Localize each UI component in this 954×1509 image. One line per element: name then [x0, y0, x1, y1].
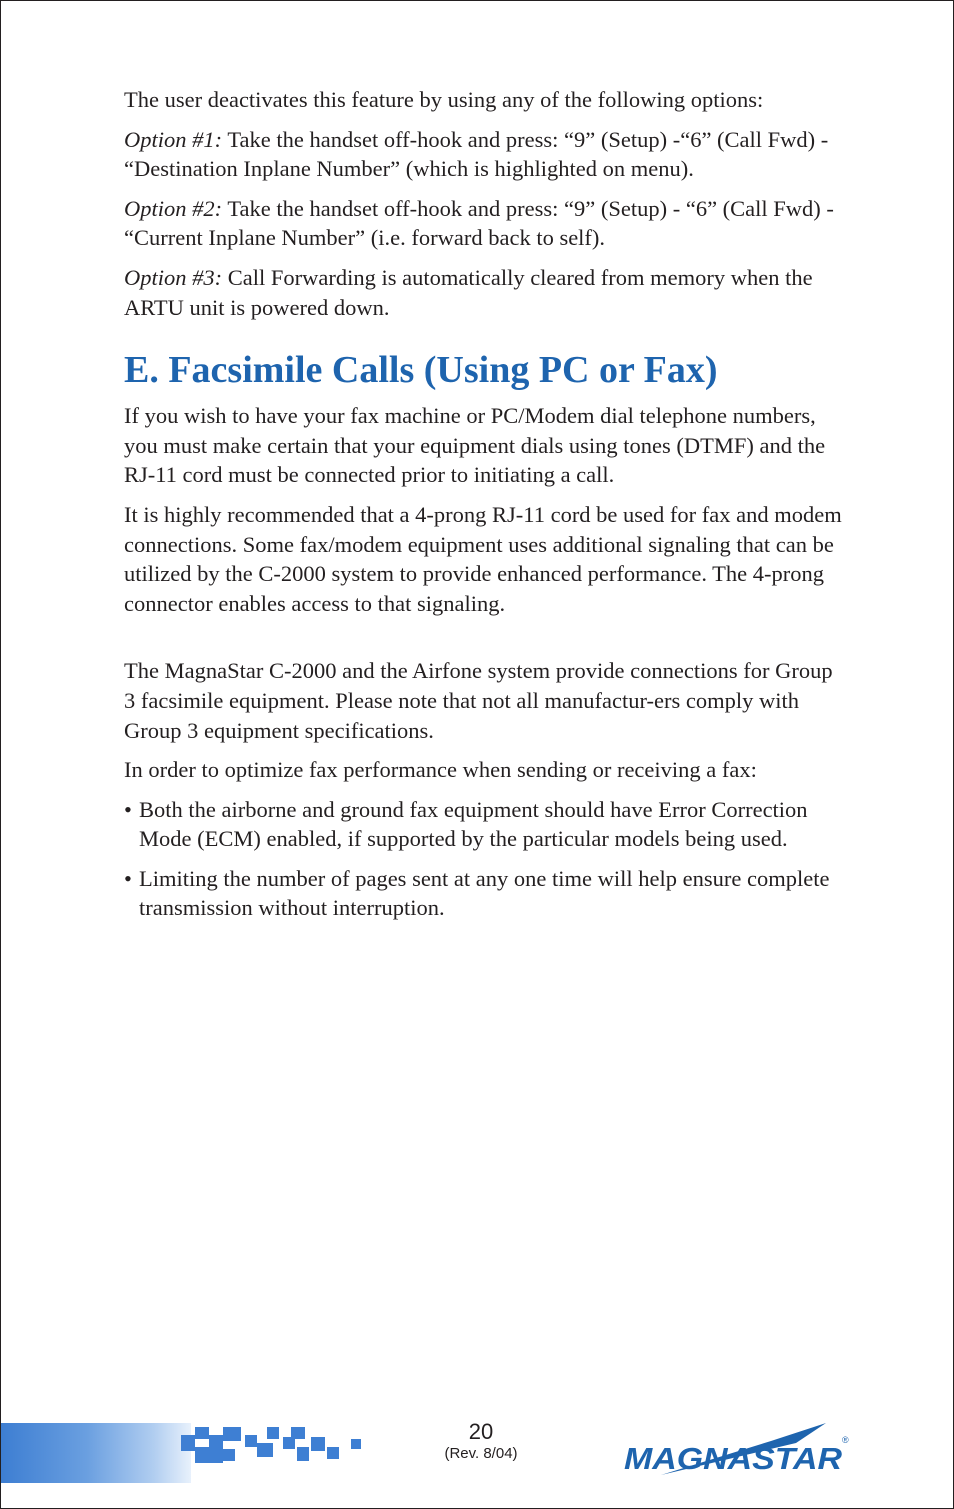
option-1 [124, 125, 844, 184]
logo-text: MAGNASTAR [624, 1441, 843, 1476]
option-text: Take the handset off-hook and press: “9” (Setup) -“6” (Call Fwd) - “Destination Inplane Number” (which is highlighted on menu). [124, 126, 829, 182]
page-content [124, 85, 844, 923]
option-label: Option #2: [124, 195, 223, 221]
bullet-item [124, 795, 844, 854]
option-text: Call Forwarding is automatically cleared from memory when the ARTU unit is powered down. [124, 264, 813, 320]
intro-paragraph: The user deactivates this feature by using any of the following options: [124, 87, 764, 112]
bullet-text: Limiting the number of pages sent at any one time will help ensure complete transmission without interruption. [139, 865, 830, 921]
bullet-dot: • [124, 796, 132, 822]
option-label: Option #1: [124, 126, 223, 152]
bullet-text: Both the airborne and ground fax equipment should have Error Correction Mode (ECM) enabled, if supported by the particular models being used. [139, 796, 808, 852]
paragraph-rj11-cord: It is highly recommended that a 4-prong RJ-11 cord be used for fax and modem connections. Some fax/modem equipment uses additional signaling that can be utilized by the C-2000 system to provide enhanced performance. The 4-prong connector enables access to that signaling. [124, 501, 842, 616]
magnastar-logo [621, 1421, 851, 1481]
bullet-item [124, 864, 844, 923]
paragraph-dial-tones: If you wish to have your fax machine or PC/Modem dial telephone numbers, you must make certain that your equipment dials using tones (DTMF) and the RJ-11 cord must be connected prior to initiating a call. [124, 403, 826, 488]
decorative-gradient-strip [1, 1423, 191, 1483]
option-3 [124, 263, 844, 322]
option-label: Option #3: [124, 264, 223, 290]
bullet-dot: • [124, 865, 132, 891]
option-text: Take the handset off-hook and press: “9” (Setup) - “6” (Call Fwd) - “Current Inplane Number” (i.e. forward back to self). [124, 195, 834, 251]
section-heading: E. Facsimile Calls (Using PC or Fax) [124, 349, 718, 392]
page-footer [1, 1403, 953, 1508]
option-2 [124, 194, 844, 253]
paragraph-optimize: In order to optimize fax performance when sending or receiving a fax: [124, 757, 757, 783]
registered-mark: ® [842, 1435, 849, 1445]
revision-date: (Rev. 8/04) [444, 1445, 518, 1462]
paragraph-group3: The MagnaStar C-2000 and the Airfone system provide connections for Group 3 facsimile equipment. Please note that not all manufactur-ers comply with Group 3 equipment specifications. [124, 658, 833, 743]
page-number: 20 [468, 1419, 494, 1444]
